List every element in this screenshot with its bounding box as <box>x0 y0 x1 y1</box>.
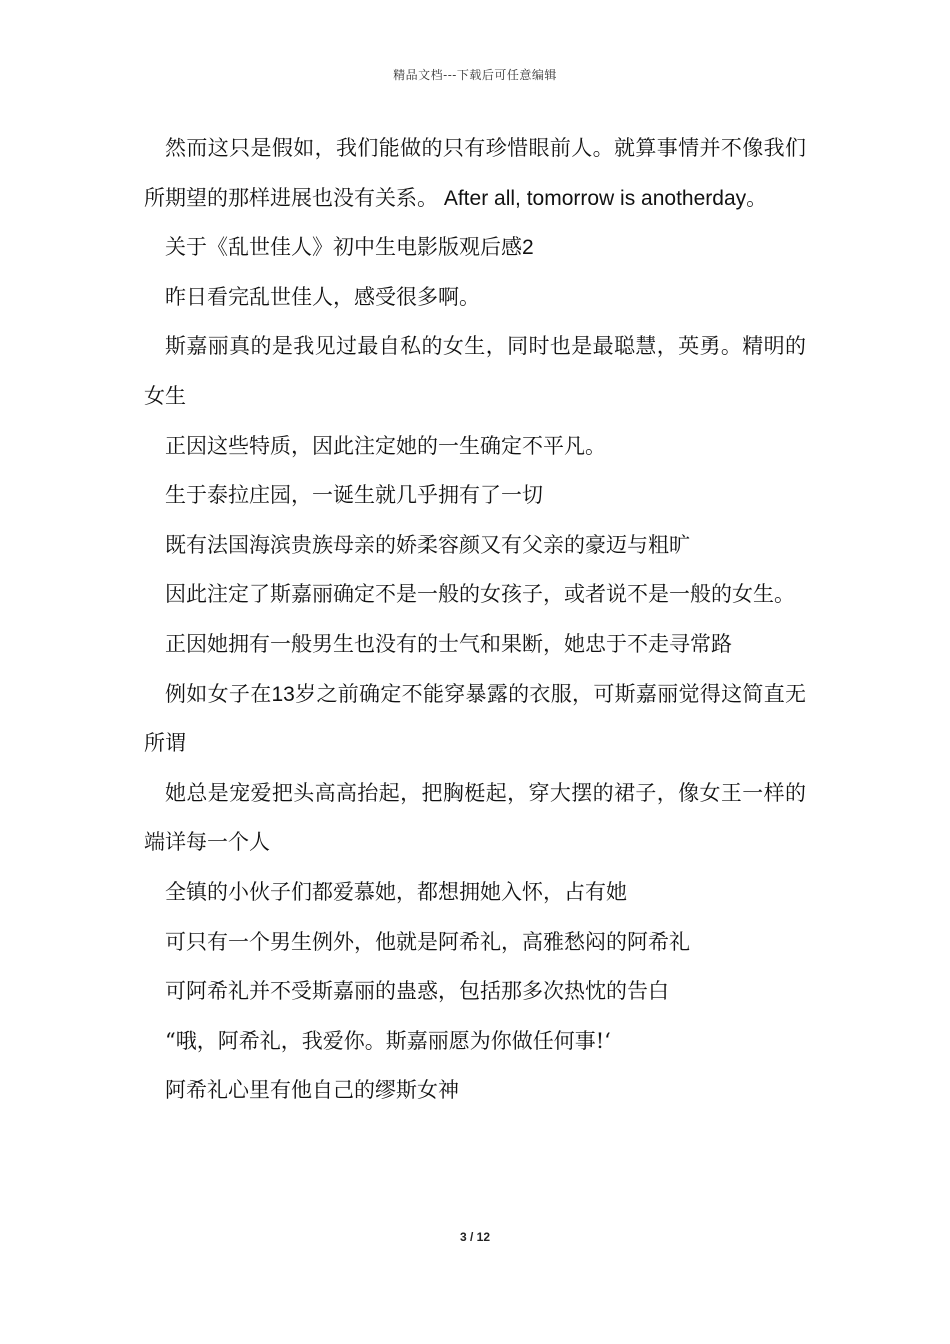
paragraph <box>144 769 806 868</box>
paragraph <box>144 322 806 421</box>
paragraph <box>144 670 806 769</box>
paragraph-text: 斯嘉丽真的是我见过最自私的女生，同时也是最聪慧，英勇。精明的女生 <box>144 334 806 408</box>
paragraph-latin-text: 2 <box>522 236 534 260</box>
paragraph-text: “哦，阿希礼，我爱你。斯嘉丽愿为你做任何事!‘ <box>165 1028 611 1053</box>
paragraph-tail: 岁之前确定不能穿暴露的衣服，可斯嘉丽觉得这简直无所谓 <box>144 681 807 756</box>
paragraph-text: 正因这些特质，因此注定她的一生确定不平凡。 <box>165 433 606 458</box>
paragraph-latin-text: After all, tomorrow is anotherday <box>438 186 747 210</box>
paragraph <box>144 1066 806 1116</box>
section-title <box>144 223 806 273</box>
paragraph-text: 关于《乱世佳人》初中生电影版观后感 <box>165 235 522 260</box>
paragraph-tail: 。 <box>746 185 768 210</box>
paragraph-text: 生于泰拉庄园，一诞生就几乎拥有了一切 <box>165 483 543 508</box>
paragraph-text: 既有法国海滨贵族母亲的娇柔容颜又有父亲的豪迈与粗旷 <box>165 532 690 557</box>
paragraph-text: 然而这只是假如，我们能做的只有珍惜眼前人。就算事情并不像我们所期望的那样进展也没有关系。 <box>144 136 806 210</box>
paragraph-latin-text: 13 <box>271 682 295 706</box>
paragraph-text: 可阿希礼并不受斯嘉丽的蛊惑，包括那多次热忱的告白 <box>165 979 669 1004</box>
paragraph-text: 全镇的小伙子们都爱慕她，都想拥她入怀，占有她 <box>165 879 627 904</box>
paragraph-text: 阿希礼心里有他自己的缪斯女神 <box>165 1078 459 1103</box>
page-number: 3 / 12 <box>459 1230 491 1244</box>
paragraph <box>144 918 806 968</box>
paragraph-text: 昨日看完乱世佳人，感受很多啊。 <box>165 284 480 309</box>
document-body <box>144 124 806 1116</box>
paragraph-text: 例如女子在 <box>165 681 272 706</box>
page-header: 精品文档---下载后可任意编辑 <box>393 68 557 82</box>
paragraph-text: 因此注定了斯嘉丽确定不是一般的女孩子，或者说不是一般的女生。 <box>165 582 795 607</box>
paragraph <box>144 273 806 323</box>
paragraph <box>144 521 806 571</box>
paragraph <box>144 1017 806 1067</box>
paragraph <box>144 570 806 620</box>
paragraph <box>144 471 806 521</box>
paragraph <box>144 620 806 670</box>
paragraph-text: 正因她拥有一般男生也没有的士气和果断，她忠于不走寻常路 <box>165 631 732 656</box>
paragraph <box>144 422 806 472</box>
paragraph-text: 她总是宠爱把头高高抬起，把胸梃起，穿大摆的裙子，像女王一样的端详每一个人 <box>144 780 806 855</box>
paragraph <box>144 967 806 1017</box>
paragraph <box>144 124 806 223</box>
paragraph <box>144 868 806 918</box>
paragraph-text: 可只有一个男生例外，他就是阿希礼，高雅愁闷的阿希礼 <box>165 929 690 954</box>
